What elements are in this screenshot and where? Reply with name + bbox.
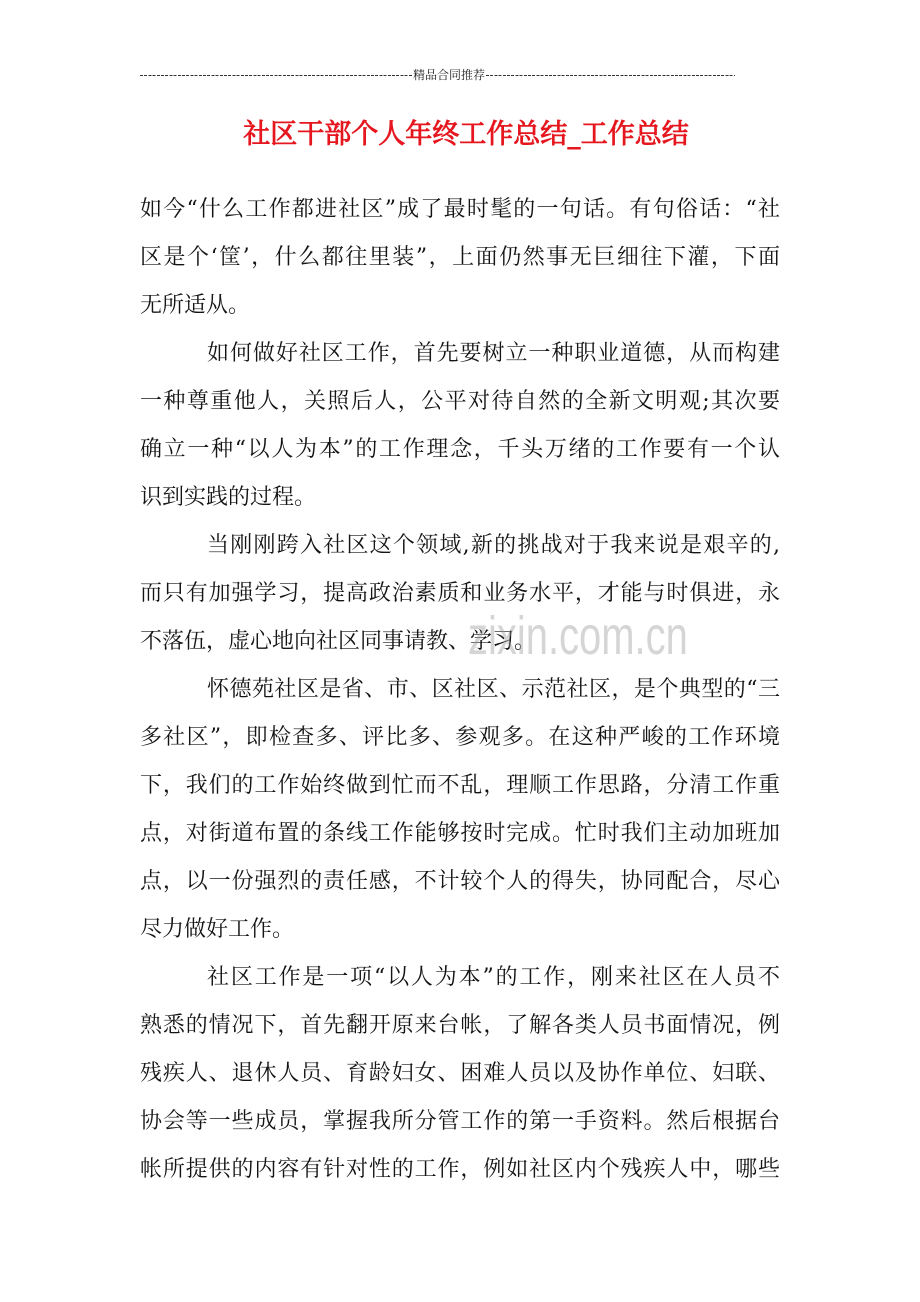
text-line: 残疾人、退休人员、育龄妇女、困难人员以及协作单位、妇联、 [140, 1061, 780, 1086]
paragraph [140, 186, 780, 330]
text-line: 点，以一份强烈的责任感，不计较个人的得失，协同配合，尽心 [140, 869, 780, 894]
text-line: 怀德苑社区是省、市、区社区、示范社区，是个典型的“三 [207, 677, 780, 702]
page-header [140, 67, 735, 83]
text-line: 如今“什么工作都进社区”成了最时髦的一句话。有句俗话：“社 [140, 197, 780, 222]
text-line: 下，我们的工作始终做到忙而不乱，理顺工作思路，分清工作重 [140, 773, 780, 798]
text-line: 尽力做好工作。 [140, 917, 295, 942]
document-body [140, 186, 780, 1194]
text-line: 而只有加强学习，提高政治素质和业务水平，才能与时俱进，永 [140, 581, 780, 606]
text-line: 不落伍，虚心地向社区同事请教、学习。 [140, 629, 537, 654]
header-rule-left [140, 75, 412, 76]
text-line: 当刚刚跨入社区这个领域,新的挑战对于我来说是艰辛的, [207, 533, 780, 558]
text-line: 如何做好社区工作，首先要树立一种职业道德，从而构建 [207, 341, 780, 366]
paragraph [140, 954, 780, 1194]
text-line: 熟悉的情况下，首先翻开原来台帐，了解各类人员书面情况，例 [140, 1013, 780, 1038]
text-line: 多社区”，即检查多、评比多、参观多。在这种严峻的工作环境 [140, 725, 780, 750]
text-line: 确立一种“以人为本”的工作理念，千头万绪的工作要有一个认 [140, 437, 780, 462]
text-line: 点，对街道布置的条线工作能够按时完成。忙时我们主动加班加 [140, 821, 780, 846]
text-line: 无所适从。 [140, 293, 251, 318]
text-line: 识到实践的过程。 [140, 485, 317, 510]
document-title: 社区干部个人年终工作总结_工作总结 [243, 119, 689, 150]
text-line: 帐所提供的内容有针对性的工作，例如社区内个残疾人中，哪些 [140, 1157, 780, 1182]
text-line: 一种尊重他人，关照后人，公平对待自然的全新文明观;其次要 [140, 389, 780, 414]
text-line: 区是个‘筐’，什么都往里装”，上面仍然事无巨细往下灌，下面 [140, 245, 780, 270]
paragraph [140, 522, 780, 666]
header-rule-right [486, 75, 735, 76]
header-label: 精品合同推荐 [413, 68, 486, 82]
paragraph [140, 330, 780, 522]
text-line: 社区工作是一项“以人为本”的工作，刚来社区在人员不 [207, 965, 780, 990]
text-line: 协会等一些成员，掌握我所分管工作的第一手资料。然后根据台 [140, 1109, 780, 1134]
paragraph [140, 666, 780, 954]
watermark: zixin.com.cn [468, 606, 688, 666]
